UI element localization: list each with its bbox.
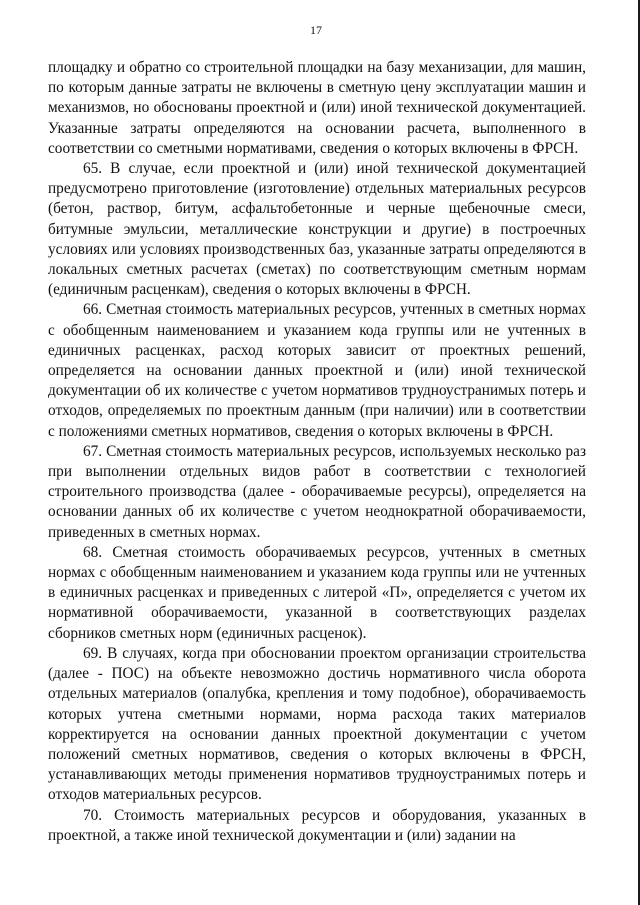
paragraph-65: 65. В случае, если проектной и (или) иной технической документацией предусмотрено приготовление (изготовление) отдельных материальных ресурсов (бетон, раствор, битум, асфальтобетонные и черные щебеночные смеси, битумные эмульсии, металлические конструкции и другие) в построечных условиях или условиях производственных баз, указанные затраты определяются в локальных сметных расчетах (сметах) по соответствующим сметным нормам (единичным расценкам), сведения о которых включены в ФРСН. xyxy=(48,160,586,299)
page-number: 17 xyxy=(310,23,322,37)
paragraph-70: 70. Стоимость материальных ресурсов и оборудования, указанных в проектной, а также иной технической документации и (или) задании на xyxy=(48,806,586,844)
document-body xyxy=(48,58,586,846)
paragraph-67: 67. Сметная стоимость материальных ресурсов, используемых несколько раз при выполнении отдельных видов работ в соответствии с технологией строительного производства (далее - оборачиваемые ресурсы), определяется на основании данных об их количестве с учетом неоднократной оборачиваемости, приведенных в сметных нормах. xyxy=(48,442,586,541)
paragraph-continued: площадку и обратно со строительной площадки на базу механизации, для машин, по которым данные затраты не включены в сметную цену эксплуатации машин и механизмов, но обоснованы проектной и (или) иной технической документацией. Указанные затраты определяются на основании расчета, выполненного в соответствии со сметными нормативами, сведения о которых включены в ФРСН. xyxy=(48,59,586,157)
paragraph-69: 69. В случаях, когда при обосновании проектом организации строительства (далее - ПОС) на объекте невозможно достичь нормативного числа оборота отдельных материалов (опалубка, крепления и тому подобное), оборачиваемость которых учтена сметными нормами, норма расхода таких материалов корректируется на основании данных проектной документации с учетом положений сметных нормативов, сведения о которых включены в ФРСН, устанавливающих методы применения нормативов трудноустранимых потерь и отходов материальных ресурсов. xyxy=(48,644,586,804)
paragraph-68: 68. Сметная стоимость оборачиваемых ресурсов, учтенных в сметных нормах с обобщенным наименованием и указанием кода группы или не учтенных в единичных расценках и приведенных с литерой «П», определяется с учетом их нормативной оборачиваемости, указанной в соответствующих разделах сборников сметных норм (единичных расценок). xyxy=(48,543,586,642)
paragraph-66: 66. Сметная стоимость материальных ресурсов, учтенных в сметных нормах с обобщенным наименованием и указанием кода группы или не учтенных в единичных расценках, расход которых зависит от проектных решений, определяется на основании данных проектной и (или) иной технической документации об их количестве с учетом нормативов трудноустранимых потерь и отходов, определяемых по проектным данным (при наличии) или в соответствии с положениями сметных нормативов, сведения о которых включены в ФРСН. xyxy=(48,301,586,440)
